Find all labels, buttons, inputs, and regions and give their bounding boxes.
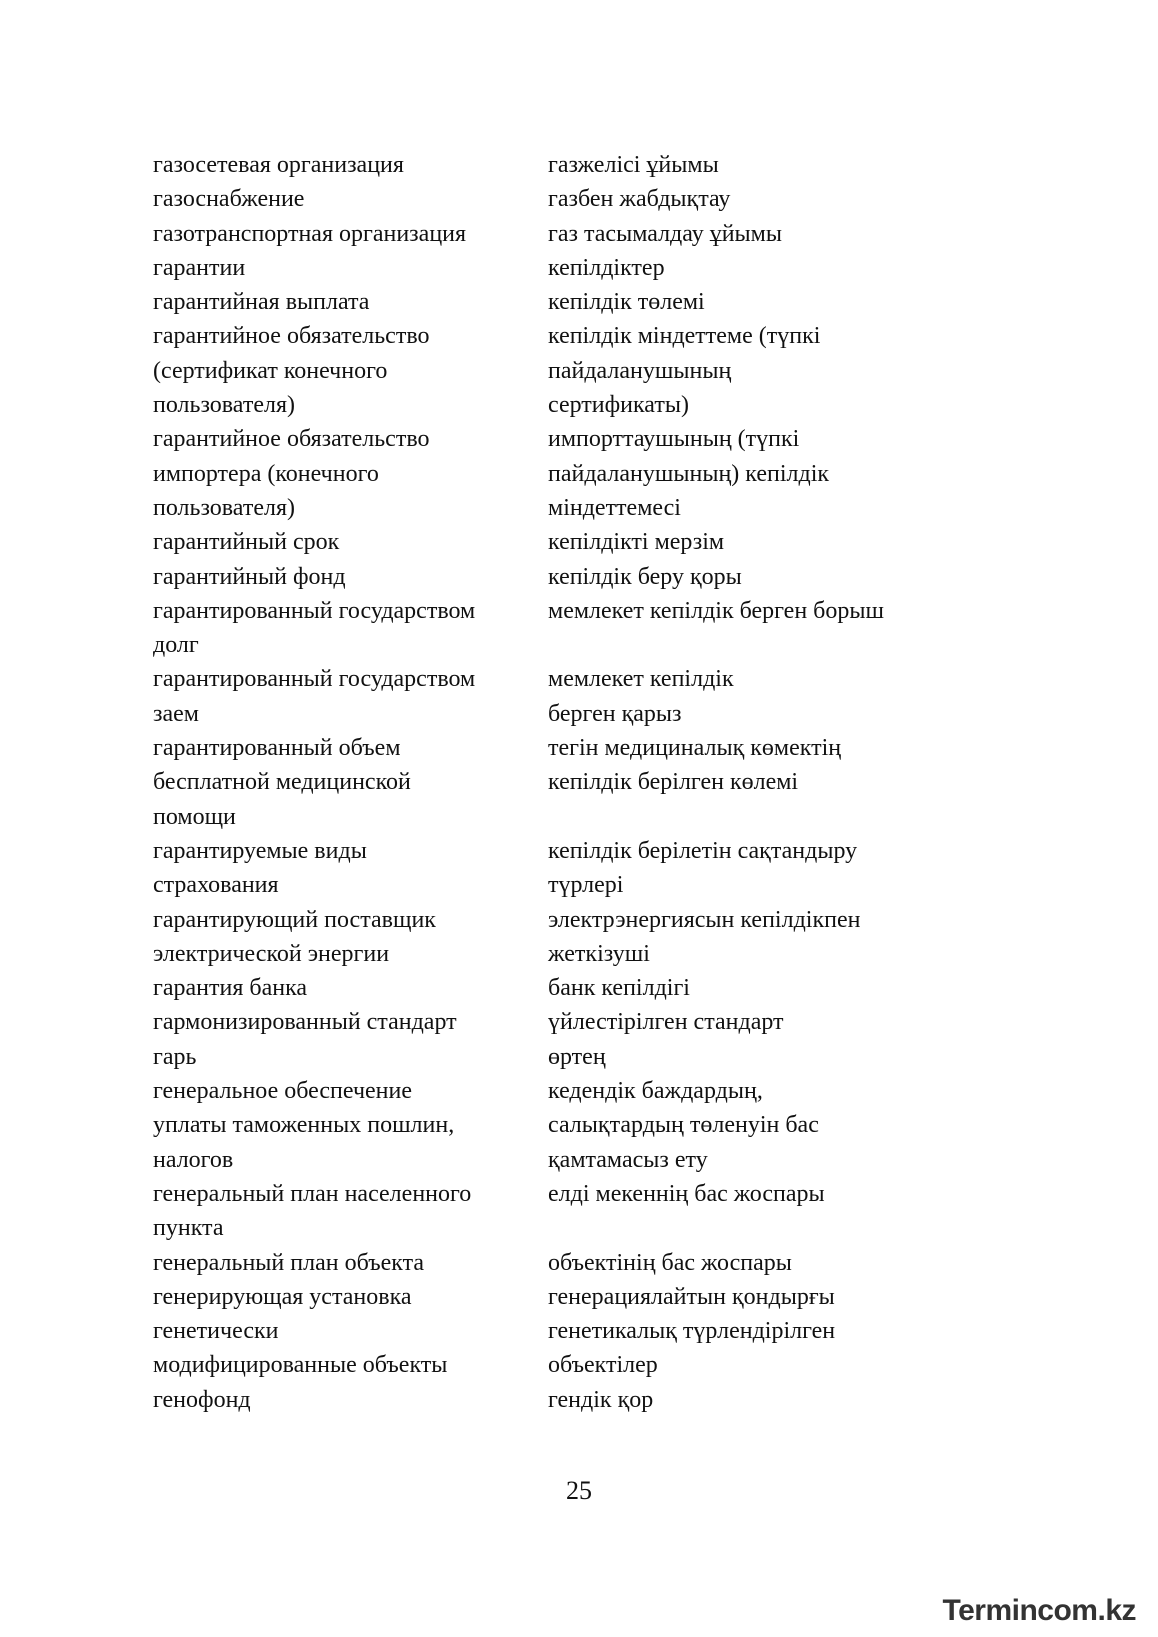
glossary-row: [153, 1383, 1053, 1417]
term-kazakh: газ тасымалдау ұйымы: [548, 220, 782, 247]
termincom-logo: [943, 1593, 1137, 1629]
glossary-list: [153, 148, 1053, 1417]
term-russian: гарантированный объем бесплатной медицинской помощи: [153, 735, 411, 830]
term-kazakh: өртең: [548, 1043, 606, 1070]
term-kazakh: кепілдік берілетін сақтандыру түрлері: [548, 837, 858, 899]
glossary-row: [153, 1177, 1053, 1246]
term-russian: гарантии: [153, 254, 246, 281]
glossary-row: [153, 1040, 1053, 1074]
term-russian: генеральный план населенного пункта: [153, 1180, 472, 1242]
glossary-row: [153, 834, 1053, 903]
term-kazakh: мемлекет кепілдік берген қарыз: [548, 666, 734, 727]
term-russian: гарантийное обязательство (сертификат конечного пользователя): [153, 323, 430, 419]
term-kazakh: кепілдік міндеттеме (түпкі пайдаланушының сертификаты): [548, 323, 821, 419]
glossary-row: [153, 1246, 1053, 1280]
glossary-row: [153, 1314, 1053, 1383]
term-russian: генеральное обеспечение уплаты таможенных пошлин, налогов: [153, 1078, 455, 1173]
glossary-row: [153, 662, 1053, 731]
glossary-row: [153, 148, 1053, 182]
glossary-row: [153, 1280, 1053, 1314]
term-russian: газосетевая организация: [153, 152, 404, 178]
glossary-row: [153, 285, 1053, 319]
glossary-row: [153, 1005, 1053, 1039]
term-kazakh: газжелісі ұйымы: [548, 152, 719, 178]
term-russian: гармонизированный стандарт: [153, 1009, 457, 1036]
term-russian: гарь: [153, 1043, 197, 1070]
glossary-row: [153, 251, 1053, 285]
term-russian: генофонд: [153, 1386, 251, 1413]
page-number: 25: [566, 1476, 592, 1505]
term-kazakh: генетикалық түрлендірілген объектілер: [548, 1318, 836, 1379]
term-kazakh: генерациялайтын қондырғы: [548, 1283, 835, 1310]
term-russian: гарантируемые виды страхования: [153, 837, 367, 899]
glossary-row: [153, 903, 1053, 972]
term-russian: газотранспортная организация: [153, 220, 467, 247]
term-kazakh: мемлекет кепілдік берген борыш: [548, 597, 884, 624]
term-kazakh: кепілдікті мерзім: [548, 529, 725, 556]
logo-text: Termincom.kz: [942, 1594, 1136, 1627]
term-kazakh: тегін медициналық көмектің кепілдік берілген көлемі: [548, 735, 842, 796]
glossary-row: [153, 560, 1053, 594]
term-russian: гарантирующий поставщик электрической энергии: [153, 906, 436, 967]
term-kazakh: гендік қор: [548, 1386, 654, 1413]
term-russian: газоснабжение: [153, 186, 305, 213]
term-kazakh: кепілдік беру қоры: [548, 563, 742, 590]
term-kazakh: банк кепілдігі: [548, 975, 690, 1002]
term-russian: гарантийная выплата: [153, 289, 370, 316]
term-russian: гарантийный срок: [153, 529, 340, 556]
glossary-row: [153, 422, 1053, 525]
glossary-row: [153, 217, 1053, 251]
term-russian: гарантия банка: [153, 975, 308, 1002]
glossary-row: [153, 731, 1053, 834]
term-kazakh: кедендік баждардың, салықтардың төленуін бас қамтамасыз ету: [548, 1078, 819, 1173]
term-kazakh: кепілдік төлемі: [548, 289, 705, 316]
term-kazakh: газбен жабдықтау: [548, 186, 731, 213]
glossary-row: [153, 1074, 1053, 1177]
term-russian: гарантированный государством долг: [153, 597, 476, 659]
term-russian: гарантийный фонд: [153, 563, 346, 590]
term-kazakh: импорттаушының (түпкі пайдаланушының) кепілдік міндеттемесі: [548, 426, 830, 521]
term-kazakh: объектінің бас жоспары: [548, 1249, 792, 1276]
term-kazakh: электрэнергиясын кепілдікпен жеткізуші: [548, 906, 861, 967]
term-russian: гарантированный государством заем: [153, 666, 476, 727]
term-russian: гарантийное обязательство импортера (конечного пользователя): [153, 426, 430, 521]
glossary-row: [153, 182, 1053, 216]
glossary-row: [153, 525, 1053, 559]
term-russian: генерирующая установка: [153, 1283, 412, 1310]
glossary-row: [153, 319, 1053, 422]
term-kazakh: кепілдіктер: [548, 254, 665, 281]
term-russian: генеральный план объекта: [153, 1249, 425, 1276]
term-kazakh: елді мекеннің бас жоспары: [548, 1180, 825, 1207]
glossary-row: [153, 971, 1053, 1005]
glossary-row: [153, 594, 1053, 663]
term-kazakh: үйлестірілген стандарт: [548, 1009, 784, 1036]
term-russian: генетически модифицированные объекты: [153, 1318, 448, 1379]
